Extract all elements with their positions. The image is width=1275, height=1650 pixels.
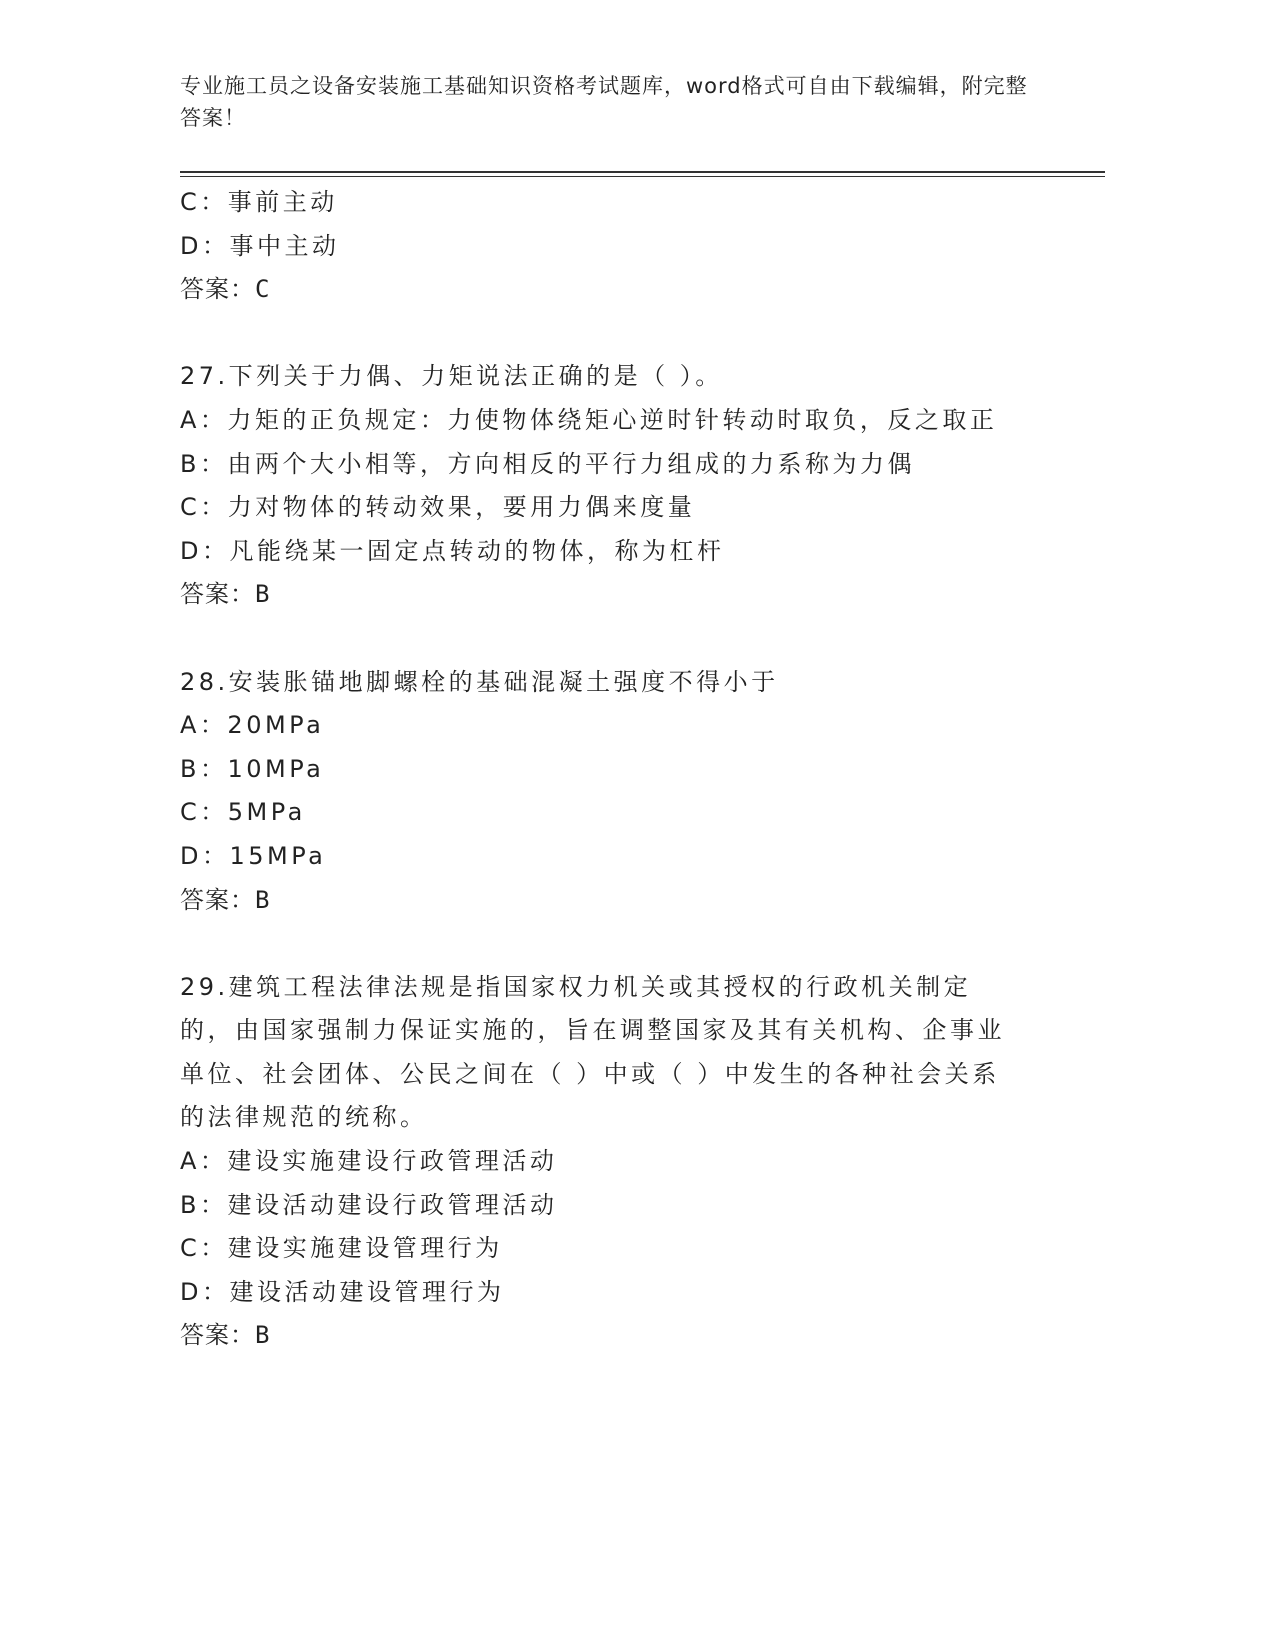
spacer	[180, 312, 1080, 356]
question-stem: 29.建筑工程法律法规是指国家权力机关或其授权的行政机关制定的，由国家强制力保证实施的，旨在调整国家及其有关机构、企事业单位、社会团体、公民之间在（ ）中或（ ）中发生的各种社会关系的法律规范的统称。	[180, 972, 1005, 1132]
option-d: D：建设活动建设管理行为	[180, 1277, 505, 1306]
option-b: B：由两个大小相等，方向相反的平行力组成的力系称为力偶	[180, 449, 915, 478]
option-a: A：建设实施建设行政管理活动	[180, 1147, 558, 1176]
answer-line: 答案：B	[180, 1321, 271, 1350]
answer-line: 答案：B	[180, 885, 271, 914]
option-a: A：20MPa	[180, 711, 325, 740]
spacer	[180, 922, 1080, 966]
spacer	[180, 617, 1080, 661]
question-stem: 27.下列关于力偶、力矩说法正确的是（ ）。	[180, 362, 723, 391]
option-d: D：15MPa	[180, 841, 327, 870]
header-divider-thick	[180, 171, 1105, 173]
header-divider-thin	[180, 176, 1105, 177]
option-c: C：5MPa	[180, 798, 306, 827]
answer-line: 答案：C	[180, 275, 271, 304]
option-d: D：凡能绕某一固定点转动的物体，称为杠杆	[180, 536, 725, 565]
header-text: 专业施工员之设备安装施工基础知识资格考试题库，word格式可自由下载编辑，附完整答案！	[180, 74, 1028, 130]
option-c: C：事前主动	[180, 188, 338, 216]
option-d: D：事中主动	[180, 231, 340, 260]
option-b: B：建设活动建设行政管理活动	[180, 1190, 558, 1219]
option-b: B：10MPa	[180, 754, 325, 783]
question-stem: 28.安装胀锚地脚螺栓的基础混凝土强度不得小于	[180, 667, 779, 696]
option-a: A：力矩的正负规定：力使物体绕矩心逆时针转动时取负，反之取正	[180, 405, 998, 434]
document-header	[180, 70, 1040, 134]
option-c: C：建设实施建设管理行为	[180, 1234, 503, 1263]
answer-line: 答案：B	[180, 580, 271, 609]
question-content	[180, 181, 1080, 1358]
option-c: C：力对物体的转动效果，要用力偶来度量	[180, 493, 696, 522]
